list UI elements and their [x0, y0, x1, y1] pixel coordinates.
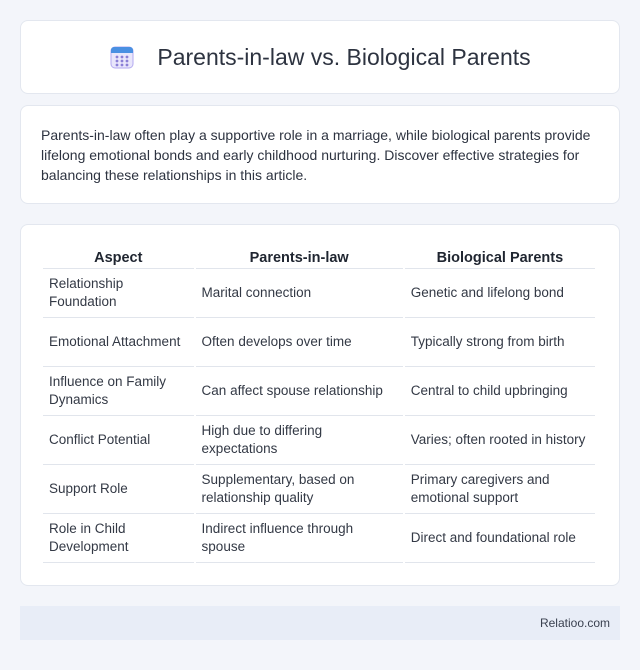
row-aspect: Emotional Attachment	[43, 318, 194, 367]
footer-brand[interactable]: Relatioo.com	[539, 616, 610, 630]
row-parents-in-law: Can affect spouse relationship	[196, 367, 403, 416]
row-biological-parents: Direct and foundational role	[405, 514, 595, 563]
row-parents-in-law: High due to differing expectations	[196, 416, 403, 465]
column-header-biological-parents: Biological Parents	[405, 247, 595, 269]
table-header-row	[43, 247, 595, 269]
calendar-icon	[109, 44, 135, 70]
column-header-aspect: Aspect	[43, 247, 194, 269]
row-biological-parents: Varies; often rooted in history	[405, 416, 595, 465]
table-row	[43, 514, 595, 563]
table-row	[43, 367, 595, 416]
intro-card	[20, 105, 620, 204]
row-parents-in-law: Supplementary, based on relationship quality	[196, 465, 403, 514]
table-row	[43, 416, 595, 465]
table-row	[43, 269, 595, 318]
row-biological-parents: Genetic and lifelong bond	[405, 269, 595, 318]
comparison-table-card	[20, 224, 620, 586]
page-title: Parents-in-law vs. Biological Parents	[157, 43, 531, 70]
column-header-parents-in-law: Parents-in-law	[196, 247, 403, 269]
row-aspect: Conflict Potential	[43, 416, 194, 465]
intro-text: Parents-in-law often play a supportive role in a marriage, while biological parents provide lifelong emotional bonds and early childhood nurturing. Discover effective strategies for balancing these relationships in this article.	[41, 127, 591, 183]
row-biological-parents: Typically strong from birth	[405, 318, 595, 367]
row-aspect: Support Role	[43, 465, 194, 514]
row-aspect: Relationship Foundation	[43, 269, 194, 318]
footer	[20, 606, 620, 640]
row-biological-parents: Primary caregivers and emotional support	[405, 465, 595, 514]
row-biological-parents: Central to child upbringing	[405, 367, 595, 416]
table-row	[43, 318, 595, 367]
title-card	[20, 20, 620, 94]
row-parents-in-law: Indirect influence through spouse	[196, 514, 403, 563]
row-aspect: Influence on Family Dynamics	[43, 367, 194, 416]
row-parents-in-law: Often develops over time	[196, 318, 403, 367]
table-row	[43, 465, 595, 514]
comparison-table	[41, 247, 597, 563]
row-aspect: Role in Child Development	[43, 514, 194, 563]
row-parents-in-law: Marital connection	[196, 269, 403, 318]
